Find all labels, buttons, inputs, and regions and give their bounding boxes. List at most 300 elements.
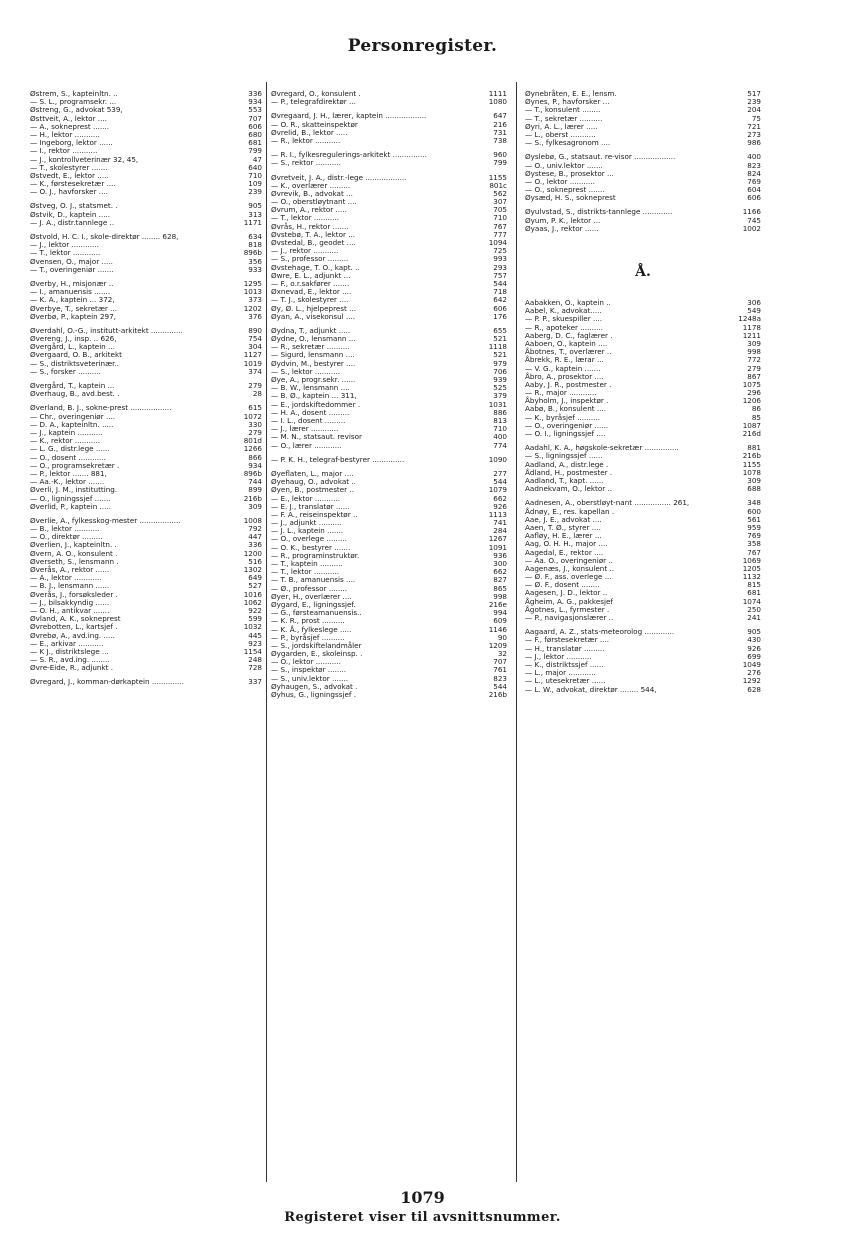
register-entry bbox=[30, 368, 262, 376]
entry-name: — J., lektor ............ bbox=[30, 240, 99, 250]
entry-reference: 47 bbox=[252, 154, 262, 164]
entry-reference: 309 bbox=[248, 501, 262, 511]
entry-name: — J., kontrollveterinær 32, 45, bbox=[30, 154, 139, 164]
entry-reference: 516 bbox=[248, 556, 262, 566]
entry-name: Øverlid, P., kaptein ..... bbox=[30, 501, 111, 511]
entry-reference: 1154 bbox=[243, 646, 262, 656]
entry-reference: 634 bbox=[248, 232, 262, 242]
entry-name: — T. B., amanuensis .... bbox=[271, 575, 356, 585]
entry-reference: 273 bbox=[747, 129, 761, 139]
entry-name: Øvereng, J., insp. .. 626, bbox=[30, 334, 117, 344]
entry-name: — O., programsekretær . bbox=[30, 460, 120, 470]
entry-name: — T., kaptein .......... bbox=[271, 559, 343, 568]
entry-reference: 239 bbox=[248, 187, 262, 197]
entry-name: — O., overlege ......... bbox=[271, 534, 347, 544]
entry-name: — L., utesekretær ...... bbox=[525, 676, 606, 686]
entry-reference: 544 bbox=[493, 477, 507, 487]
entry-reference: 615 bbox=[248, 403, 262, 413]
entry-name: — T., lektor ........... bbox=[271, 567, 340, 577]
entry-name: — B. Ø., kaptein ... 311, bbox=[271, 391, 357, 401]
entry-reference: 680 bbox=[248, 129, 262, 139]
entry-reference: 710 bbox=[493, 213, 507, 223]
entry-reference: 934 bbox=[248, 460, 262, 470]
entry-reference: 300 bbox=[493, 559, 507, 568]
register-column-2 bbox=[271, 90, 507, 1178]
entry-name: — O., lærer ............ bbox=[271, 440, 342, 450]
entry-name: — L. G., distr.lege ...... bbox=[30, 444, 110, 454]
entry-name: — O., oberstløytnant .... bbox=[271, 197, 357, 207]
entry-reference: 309 bbox=[747, 475, 761, 485]
entry-reference: 745 bbox=[747, 215, 761, 225]
entry-reference: 905 bbox=[248, 201, 262, 211]
entry-name: Østrem, S., kapteinltn. .. bbox=[30, 89, 118, 98]
entry-name: — O. R., skatteinspektør bbox=[271, 119, 358, 129]
entry-reference: 1200 bbox=[243, 548, 262, 558]
entry-reference: 307 bbox=[493, 197, 507, 207]
entry-name: — Ø., professor ........ bbox=[271, 583, 348, 593]
entry-reference: 718 bbox=[493, 287, 507, 297]
entry-reference: 818 bbox=[248, 240, 262, 250]
entry-name: — R. I., fylkesregulerings-arkitekt ............... bbox=[271, 150, 427, 160]
entry-name: — H. A., dosent ......... bbox=[271, 407, 350, 417]
register-entry bbox=[271, 691, 507, 699]
entry-reference: 309 bbox=[747, 338, 761, 348]
entry-name: Øvstedal, B., geodet .... bbox=[271, 238, 356, 248]
entry-name: Aaberg, D. C., faglærer . bbox=[525, 330, 613, 340]
section-letter: Å. bbox=[635, 264, 651, 281]
entry-name: Åbrekk, R. E., lærar ... bbox=[525, 355, 604, 365]
entry-name: Øyen, B., postmester .. bbox=[271, 485, 354, 495]
entry-name: — S., jordskiftelandmåler bbox=[271, 640, 362, 650]
entry-reference: 1016 bbox=[243, 589, 262, 599]
entry-name: Ådland, H., postmester . bbox=[525, 467, 613, 477]
entry-name: Øvregaard, J. H., lærer, kaptein .................. bbox=[271, 111, 427, 121]
entry-reference: 705 bbox=[493, 205, 507, 215]
entry-name: Øverhaug, B., avd.best. . bbox=[30, 389, 120, 399]
entry-reference: 827 bbox=[493, 575, 507, 585]
entry-name: — M. N., statsaut. revisor bbox=[271, 432, 362, 442]
entry-reference: 561 bbox=[747, 514, 761, 524]
entry-name: Øverdahl, O.-G., institutt-arkitekt .............. bbox=[30, 325, 183, 335]
entry-name: Åbyholm, J., inspektør . bbox=[525, 396, 609, 406]
register-entry bbox=[30, 266, 262, 274]
entry-name: Aadland, A., distr.lege . bbox=[525, 459, 609, 469]
entry-reference: 445 bbox=[248, 630, 262, 640]
entry-reference: 348 bbox=[747, 498, 761, 508]
entry-reference: 899 bbox=[248, 485, 262, 495]
page-header: Personregister. bbox=[347, 36, 498, 56]
entry-name: Øyslebø, G., statsaut. re-visor .................. bbox=[525, 152, 676, 162]
entry-name: Øverli, J. M., institutting. bbox=[30, 485, 118, 495]
entry-name: — K., byråsjef .......... bbox=[525, 412, 601, 422]
entry-name: — K., rektor ........... bbox=[30, 436, 101, 446]
register-column-1 bbox=[30, 90, 262, 1178]
entry-name: — O., ligningssjef ....... bbox=[30, 493, 111, 503]
entry-name: Øvregard, J., komman-dørkaptein .............. bbox=[30, 677, 184, 687]
entry-name: — L. W., advokat, direktør ........ 544, bbox=[525, 684, 657, 694]
entry-name: — S., univ.lektor ....... bbox=[271, 673, 349, 683]
entry-name: — Ø. F., dosent ........ bbox=[525, 580, 600, 590]
entry-reference: 279 bbox=[747, 363, 761, 373]
entry-reference: 744 bbox=[248, 477, 262, 487]
entry-reference: 801c bbox=[489, 180, 507, 190]
entry-reference: 1031 bbox=[488, 399, 507, 409]
entry-reference: 824 bbox=[747, 168, 761, 178]
entry-reference: 525 bbox=[493, 383, 507, 393]
register-entry bbox=[30, 390, 262, 398]
entry-reference: 934 bbox=[248, 97, 262, 107]
entry-name: — F., førstesekretær .... bbox=[525, 635, 609, 645]
entry-name: — O., sokneprest ....... bbox=[525, 185, 605, 195]
entry-reference: 642 bbox=[493, 295, 507, 305]
register-entry bbox=[525, 225, 761, 233]
entry-reference: 769 bbox=[747, 531, 761, 541]
entry-name: Aafløy, H. E., lærer ... bbox=[525, 531, 602, 541]
entry-reference: 306 bbox=[747, 298, 761, 308]
entry-reference: 707 bbox=[493, 657, 507, 667]
entry-name: Øvstehage, T. O., kapt. .. bbox=[271, 262, 360, 272]
entry-name: Aabakken, O., kaptein .. bbox=[525, 298, 611, 308]
entry-reference: 926 bbox=[493, 501, 507, 511]
entry-name: Øvern, A. O., konsulent . bbox=[30, 548, 118, 558]
entry-name: — T., sekretær .......... bbox=[525, 113, 603, 123]
entry-name: — P. K. H., telegraf-bestyrer .............. bbox=[271, 454, 405, 464]
entry-name: — T. J., skolestyrer .... bbox=[271, 295, 349, 305]
entry-reference: 1118 bbox=[488, 342, 507, 352]
entry-name: Østtveit, A., lektor .... bbox=[30, 113, 107, 123]
entry-reference: 896b bbox=[243, 468, 262, 478]
entry-name: — T., skolestyrer ....... bbox=[30, 162, 108, 172]
entry-name: Øverås, J., forsøksleder . bbox=[30, 589, 118, 599]
register-entry bbox=[271, 313, 507, 321]
entry-reference: 293 bbox=[493, 262, 507, 272]
entry-reference: 1019 bbox=[243, 358, 262, 368]
entry-name: Øydna, T., adjunkt ..... bbox=[271, 325, 351, 335]
entry-name: Øvstebø, T. A., lektor ... bbox=[271, 229, 356, 239]
entry-reference: 600 bbox=[747, 506, 761, 516]
entry-name: Øverland, B. J., sokne-prest .................. bbox=[30, 403, 172, 413]
entry-reference: 1146 bbox=[488, 624, 507, 634]
entry-name: — E., lektor ........... bbox=[271, 493, 341, 503]
entry-reference: 706 bbox=[493, 366, 507, 376]
entry-reference: 1171 bbox=[243, 217, 262, 227]
entry-name: Øvrås, H., rektor ....... bbox=[271, 221, 349, 231]
entry-reference: 606 bbox=[248, 121, 262, 131]
entry-name: — E., arkivar ........... bbox=[30, 638, 104, 648]
register-entry bbox=[525, 614, 761, 622]
entry-reference: 606 bbox=[493, 303, 507, 313]
entry-name: Åbotnes, T., overlærer .. bbox=[525, 347, 612, 357]
entry-name: Øverlien, J., kapteinltn. . bbox=[30, 540, 117, 550]
entry-name: — L., major ............ bbox=[525, 668, 596, 678]
entry-name: — Sigurd, lensmann .... bbox=[271, 350, 355, 360]
entry-reference: 1094 bbox=[488, 238, 507, 248]
entry-reference: 993 bbox=[493, 254, 507, 264]
entry-reference: 933 bbox=[248, 264, 262, 274]
entry-name: — R., lektor ........... bbox=[271, 135, 341, 145]
entry-name: — O. K., bestyrer ....... bbox=[271, 542, 351, 552]
entry-reference: 527 bbox=[248, 581, 262, 591]
entry-name: Østreng, G., advokat 539, bbox=[30, 105, 123, 115]
entry-name: Aadnesen, A., oberstløyt-nant ................ 261, bbox=[525, 498, 690, 508]
entry-reference: 922 bbox=[248, 605, 262, 615]
entry-reference: 216 bbox=[493, 119, 507, 129]
entry-reference: 279 bbox=[248, 428, 262, 437]
entry-name: — T., overingeniør ....... bbox=[30, 264, 114, 274]
entry-name: — B., lektor ........... bbox=[30, 524, 100, 534]
entry-reference: 731 bbox=[493, 127, 507, 137]
entry-name: — J. A., distr.tannlege .. bbox=[30, 217, 115, 227]
entry-reference: 725 bbox=[493, 246, 507, 256]
entry-name: — O. J., havforsker .... bbox=[30, 187, 108, 197]
entry-name: — Ingeborg, lektor ...... bbox=[30, 138, 113, 148]
entry-name: — A., sokneprest ....... bbox=[30, 121, 110, 131]
entry-reference: 681 bbox=[747, 588, 761, 598]
entry-reference: 754 bbox=[248, 334, 262, 344]
entry-reference: 1013 bbox=[243, 287, 262, 297]
entry-name: Øyeflaten, L., major .... bbox=[271, 468, 354, 478]
entry-name: Øvrevik, B., advokat ... bbox=[271, 188, 353, 198]
entry-reference: 1178 bbox=[742, 322, 761, 332]
entry-reference: 430 bbox=[747, 635, 761, 645]
register-entry bbox=[271, 442, 507, 450]
entry-name: — P., byråsjef .......... bbox=[271, 632, 345, 642]
register-column-3 bbox=[525, 90, 761, 1178]
entry-reference: 1072 bbox=[243, 411, 262, 421]
entry-name: — S. R., avd.ing. ........ bbox=[30, 655, 110, 665]
entry-reference: 521 bbox=[493, 350, 507, 360]
entry-reference: 1062 bbox=[243, 597, 262, 607]
entry-name: Øverlie, A., fylkesskog-mester .................. bbox=[30, 515, 181, 525]
entry-name: Østvik, D., kaptein ..... bbox=[30, 209, 111, 219]
entry-reference: 769 bbox=[747, 176, 761, 186]
entry-name: Øynes, P., havforsker ... bbox=[525, 97, 610, 107]
entry-reference: 279 bbox=[248, 381, 262, 391]
entry-reference: 284 bbox=[493, 526, 507, 536]
entry-name: Øwre, E. L., adjunkt ... bbox=[271, 270, 351, 280]
entry-reference: 248 bbox=[248, 655, 262, 665]
entry-name: — O. H., antikvar ....... bbox=[30, 605, 110, 615]
entry-name: Øvensen, O., major ..... bbox=[30, 256, 113, 266]
entry-reference: 75 bbox=[751, 113, 761, 123]
entry-name: Øysæd, H. S., soknеprest bbox=[525, 193, 616, 203]
register-entry bbox=[271, 159, 507, 167]
entry-reference: 699 bbox=[747, 651, 761, 661]
entry-reference: 986 bbox=[747, 138, 761, 148]
entry-name: Østveg, O. J., statsmet. . bbox=[30, 201, 118, 211]
entry-reference: 1032 bbox=[243, 622, 262, 632]
entry-reference: 32 bbox=[497, 649, 507, 659]
entry-reference: 176 bbox=[493, 311, 507, 321]
entry-name: — S., distriktsveterinær.. bbox=[30, 358, 120, 368]
entry-reference: 277 bbox=[493, 468, 507, 478]
entry-reference: 1078 bbox=[742, 467, 761, 477]
entry-name: — P., telegrafdirektør ... bbox=[271, 97, 356, 107]
entry-name: Øygarden, E., skoleinsp. . bbox=[271, 649, 363, 659]
entry-name: Øydvin, M., bestyrer .... bbox=[271, 358, 356, 368]
entry-reference: 926 bbox=[747, 643, 761, 653]
entry-name: Øydne, O., lensmann ... bbox=[271, 334, 356, 344]
entry-reference: 939 bbox=[493, 375, 507, 385]
entry-name: — V. G., kaptein ....... bbox=[525, 363, 601, 373]
entry-name: Aaby, J. R., postmester . bbox=[525, 379, 612, 389]
entry-reference: 216b bbox=[243, 493, 262, 503]
entry-name: Aabel, K., advokat..... bbox=[525, 306, 602, 316]
entry-reference: 1002 bbox=[742, 223, 761, 233]
entry-name: — K., førstesekretær .... bbox=[30, 179, 116, 189]
entry-name: Øvrebotten, L., kartsjef . bbox=[30, 622, 118, 632]
entry-name: — Aa.-K., lektor ....... bbox=[30, 477, 105, 487]
entry-reference: 890 bbox=[248, 325, 262, 335]
entry-reference: 1211 bbox=[742, 330, 761, 340]
entry-reference: 85 bbox=[751, 412, 761, 422]
register-entry bbox=[271, 456, 507, 464]
entry-name: Øyer, H., overlærer .... bbox=[271, 591, 352, 601]
entry-name: — Ø. F., ass. overlege ... bbox=[525, 572, 612, 582]
entry-name: Øxnevad, E., lektor .... bbox=[271, 287, 352, 297]
register-entry bbox=[525, 686, 761, 694]
entry-reference: 905 bbox=[747, 627, 761, 637]
entry-reference: 1090 bbox=[488, 454, 507, 464]
entry-name: — S., professor ......... bbox=[271, 254, 349, 264]
entry-reference: 1008 bbox=[243, 515, 262, 525]
entry-name: Øvergaard, O. B., arkitekt bbox=[30, 350, 122, 360]
entry-reference: 761 bbox=[493, 665, 507, 675]
entry-name: — F. A., reiseinspektør .. bbox=[271, 509, 358, 519]
entry-name: — K. A., kaptein ... 372, bbox=[30, 295, 115, 305]
entry-name: Øvland, A. K., soknеprest bbox=[30, 614, 121, 624]
entry-name: Aaboen, O., kaptein .... bbox=[525, 338, 608, 348]
entry-reference: 1080 bbox=[488, 97, 507, 107]
entry-reference: 998 bbox=[747, 347, 761, 357]
entry-reference: 562 bbox=[493, 188, 507, 198]
entry-reference: 767 bbox=[493, 221, 507, 231]
entry-reference: 1069 bbox=[742, 555, 761, 565]
entry-name: — R., programinstruktør. bbox=[271, 550, 360, 560]
entry-reference: 379 bbox=[493, 391, 507, 401]
entry-reference: 741 bbox=[493, 518, 507, 528]
entry-name: — I., amanuensis ....... bbox=[30, 287, 111, 297]
entry-name: Aae, J. E., advokat .... bbox=[525, 514, 602, 524]
entry-name: Ågheim, A. G., pakkesjef bbox=[525, 596, 613, 606]
entry-reference: 738 bbox=[493, 135, 507, 145]
column-divider-1 bbox=[266, 82, 267, 1182]
entry-name: — S., inspektør ........ bbox=[271, 665, 347, 675]
register-entry bbox=[525, 139, 761, 147]
entry-reference: 337 bbox=[248, 677, 262, 687]
entry-reference: 336 bbox=[248, 89, 262, 98]
entry-name: Øyum, P. K., lektor ... bbox=[525, 215, 601, 225]
entry-name: Aagesen, J. D., lektor .. bbox=[525, 588, 608, 598]
entry-reference: 1155 bbox=[488, 172, 507, 182]
entry-reference: 1295 bbox=[243, 278, 262, 288]
entry-name: Ådnøy, E., res. kapellan . bbox=[525, 506, 615, 516]
entry-reference: 815 bbox=[747, 580, 761, 590]
entry-name: — L., oberst ........... bbox=[525, 129, 596, 139]
entry-reference: 606 bbox=[747, 193, 761, 203]
entry-name: Aagaard, A. Z., stats-meteorolog ............. bbox=[525, 627, 675, 637]
entry-reference: 707 bbox=[248, 113, 262, 123]
entry-reference: 204 bbox=[747, 105, 761, 115]
entry-reference: 728 bbox=[248, 663, 262, 673]
entry-name: Øverby, H., misjonær .. bbox=[30, 278, 114, 288]
entry-reference: 374 bbox=[248, 366, 262, 376]
entry-reference: 867 bbox=[747, 371, 761, 381]
entry-reference: 649 bbox=[248, 573, 262, 583]
entry-name: — G., førsteamanuensis.. bbox=[271, 608, 362, 618]
entry-reference: 336 bbox=[248, 540, 262, 550]
entry-reference: 1206 bbox=[742, 396, 761, 406]
entry-name: — O., univ.lektor ....... bbox=[525, 160, 603, 170]
entry-reference: 866 bbox=[248, 452, 262, 462]
entry-reference: 517 bbox=[747, 89, 761, 98]
page-number: 1079 bbox=[400, 1188, 445, 1207]
entry-reference: 936 bbox=[493, 550, 507, 560]
entry-reference: 276 bbox=[747, 668, 761, 678]
entry-reference: 1292 bbox=[742, 676, 761, 686]
entry-name: — J., adjunkt .......... bbox=[271, 518, 342, 528]
entry-reference: 1132 bbox=[742, 572, 761, 582]
column-divider-2 bbox=[516, 82, 517, 1182]
entry-reference: 604 bbox=[747, 185, 761, 195]
entry-name: — J., lektor ........... bbox=[525, 651, 592, 661]
entry-reference: 1091 bbox=[488, 542, 507, 552]
entry-reference: 356 bbox=[248, 256, 262, 266]
entry-reference: 216e bbox=[488, 599, 507, 609]
entry-reference: 304 bbox=[248, 342, 262, 352]
entry-reference: 655 bbox=[493, 325, 507, 335]
entry-name: — K. R., prost .......... bbox=[271, 616, 345, 626]
entry-reference: 521 bbox=[493, 334, 507, 344]
entry-name: — K., overlærer ......... bbox=[271, 180, 351, 190]
entry-name: — S., rektor ........... bbox=[271, 158, 341, 168]
entry-reference: 553 bbox=[248, 105, 262, 115]
entry-reference: 241 bbox=[747, 613, 761, 622]
entry-reference: 640 bbox=[248, 162, 262, 172]
entry-reference: 1074 bbox=[742, 596, 761, 606]
entry-name: — O., lektor ........... bbox=[525, 176, 595, 186]
entry-name: — K. Å., fylkeslege ..... bbox=[271, 624, 352, 634]
register-entry bbox=[525, 430, 761, 438]
register-entry bbox=[30, 219, 262, 227]
entry-reference: 1205 bbox=[742, 563, 761, 573]
entry-reference: 544 bbox=[493, 681, 507, 691]
entry-name: Aaen, T. Ø., styrer .... bbox=[525, 522, 601, 532]
entry-name: — R., apoteker .......... bbox=[525, 322, 604, 332]
entry-name: Øvrelid, B., lektor ..... bbox=[271, 127, 348, 137]
entry-reference: 250 bbox=[747, 604, 761, 614]
entry-name: Aagenæs, J., konsulent .. bbox=[525, 563, 615, 573]
entry-reference: 710 bbox=[493, 424, 507, 434]
entry-reference: 923 bbox=[248, 638, 262, 648]
entry-reference: 1202 bbox=[243, 303, 262, 313]
entry-name: — H., lektor ........... bbox=[30, 129, 100, 139]
entry-name: — J., rektor ........... bbox=[271, 246, 339, 256]
entry-name: Øverås, A., rektor ...... bbox=[30, 565, 110, 575]
entry-reference: 1087 bbox=[742, 420, 761, 430]
entry-name: Øystese, B., prosektor ... bbox=[525, 168, 614, 178]
entry-name: Øvretveit, J. A., distr.-lege .................. bbox=[271, 172, 407, 182]
register-entry bbox=[30, 503, 262, 511]
entry-reference: 799 bbox=[248, 146, 262, 156]
entry-reference: 447 bbox=[248, 532, 262, 542]
entry-reference: 710 bbox=[248, 170, 262, 180]
entry-reference: 313 bbox=[248, 209, 262, 219]
entry-name: Øyehaug, O., advokat .. bbox=[271, 477, 356, 487]
entry-reference: 792 bbox=[248, 524, 262, 534]
entry-reference: 1155 bbox=[742, 459, 761, 469]
entry-reference: 896b bbox=[243, 248, 262, 258]
